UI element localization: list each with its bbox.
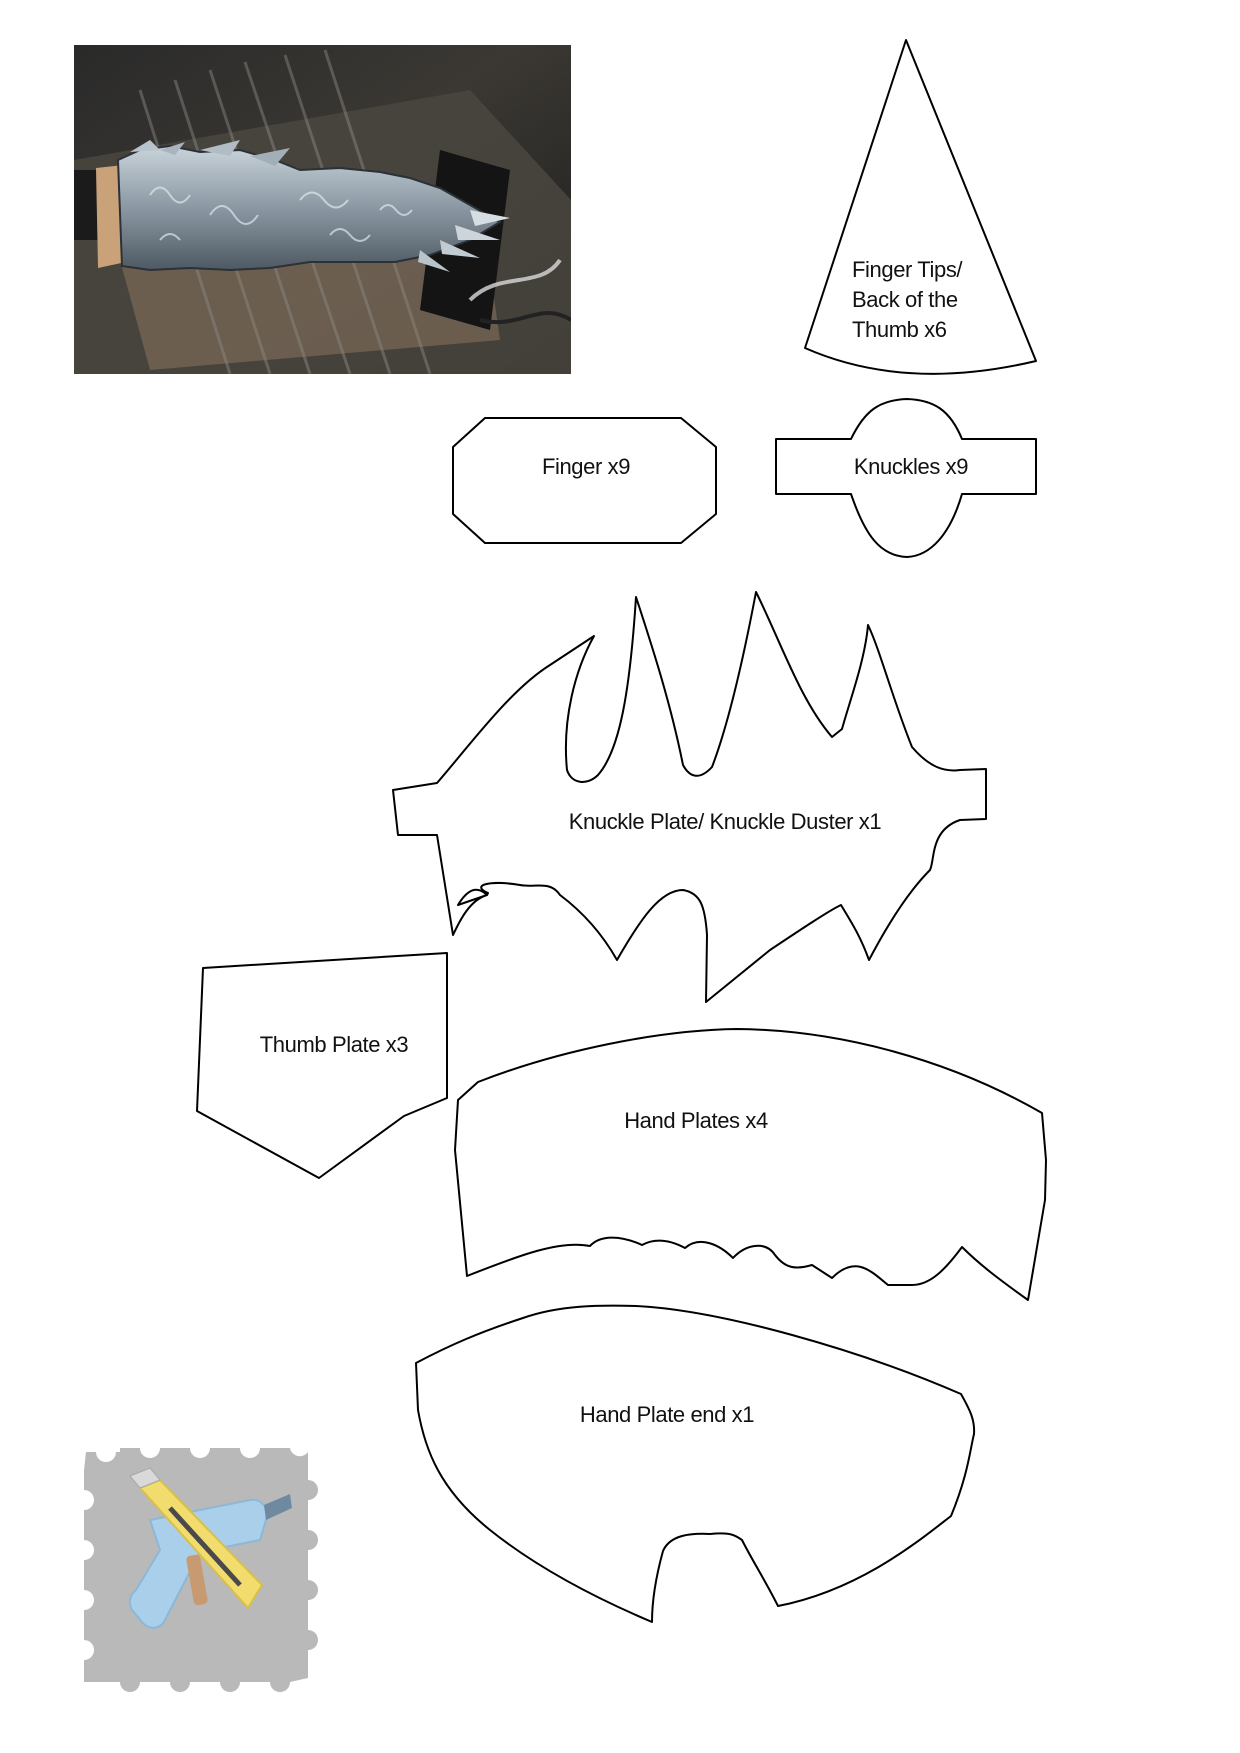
thumb-plate-piece [197,953,447,1178]
hand-plate-end-label: Hand Plate end x1 [579,1402,755,1427]
hand-plate-end-piece [416,1306,974,1622]
knuckle-plate-piece [393,592,986,1002]
finger-label: Finger x9 [541,454,631,479]
hand-plates-label: Hand Plates x4 [624,1108,768,1133]
hand-plates-piece [455,1029,1046,1300]
thumb-plate-label: Thumb Plate x3 [259,1032,409,1057]
gauntlet-photo [74,45,571,374]
finger-tips-label: Finger Tips/ Back of the Thumb x6 [852,257,963,342]
knuckles-label: Knuckles x9 [853,454,969,479]
knuckle-plate-label: Knuckle Plate/ Knuckle Duster x1 [568,809,882,834]
craft-logo-icon [84,1448,318,1692]
